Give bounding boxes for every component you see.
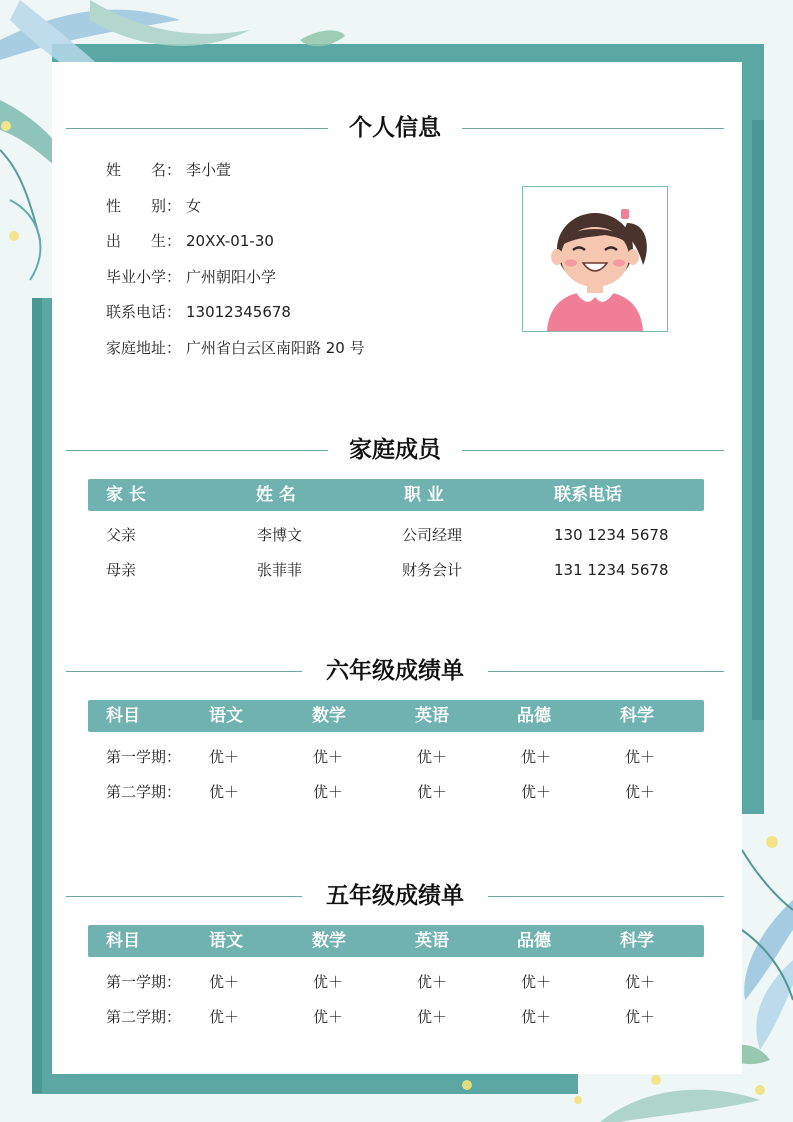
table-cell: 公司经理: [402, 526, 463, 544]
table-cell: 优＋: [417, 1008, 448, 1026]
column-header: 科目: [106, 706, 140, 726]
table-cell: 李博文: [257, 526, 303, 544]
table-cell: 优＋: [625, 1008, 656, 1026]
section-title-text: 六年级成绩单: [326, 658, 464, 684]
table-cell: 优＋: [625, 973, 656, 991]
table-cell: 财务会计: [402, 561, 463, 579]
info-label: 性 别：: [106, 197, 182, 215]
column-header: 联系电话: [554, 485, 622, 505]
family-table-header: [88, 479, 704, 511]
info-label: 毕业小学：: [106, 268, 182, 286]
table-cell: 优＋: [209, 748, 240, 766]
column-header: 英语: [415, 706, 449, 726]
section-grade6-title: [66, 656, 724, 686]
table-cell: 第一学期：: [106, 748, 182, 766]
table-cell: 优＋: [313, 783, 344, 801]
table-cell: 优＋: [625, 748, 656, 766]
info-value: 广州朝阳小学: [186, 268, 277, 286]
section-title-text: 家庭成员: [349, 437, 441, 463]
grade5-table-header: [88, 925, 704, 957]
column-header: 科学: [620, 931, 654, 951]
girl-avatar-icon: [523, 187, 667, 331]
table-cell: 优＋: [417, 973, 448, 991]
column-header: 科目: [106, 931, 140, 951]
info-value: 20XX-01-30: [186, 232, 274, 250]
table-cell: 130 1234 5678: [554, 526, 669, 544]
section-title-text: 五年级成绩单: [326, 883, 464, 909]
table-cell: 第二学期：: [106, 783, 182, 801]
table-cell: 第一学期：: [106, 973, 182, 991]
info-value: 李小萱: [186, 161, 232, 179]
column-header: 家 长: [106, 485, 146, 505]
table-cell: 第二学期：: [106, 1008, 182, 1026]
grade6-table-header: [88, 700, 704, 732]
table-cell: 父亲: [106, 526, 137, 544]
table-cell: 张菲菲: [257, 561, 303, 579]
info-label: 联系电话：: [106, 303, 182, 321]
table-cell: 优＋: [313, 748, 344, 766]
info-value: 女: [186, 197, 202, 215]
info-label: 出 生：: [106, 232, 182, 250]
table-cell: 优＋: [209, 783, 240, 801]
section-family-title: [66, 435, 724, 465]
section-personal-title: [66, 113, 724, 143]
info-value: 广州省白云区南阳路 20 号: [186, 339, 365, 357]
column-header: 数学: [312, 706, 346, 726]
column-header: 科学: [620, 706, 654, 726]
info-value: 13012345678: [186, 303, 291, 321]
table-cell: 优＋: [417, 748, 448, 766]
column-header: 职 业: [404, 485, 444, 505]
column-header: 数学: [312, 931, 346, 951]
column-header: 英语: [415, 931, 449, 951]
column-header: 语文: [209, 931, 243, 951]
column-header: 品德: [517, 931, 551, 951]
table-cell: 优＋: [209, 973, 240, 991]
table-cell: 优＋: [313, 973, 344, 991]
table-cell: 优＋: [313, 1008, 344, 1026]
table-cell: 131 1234 5678: [554, 561, 669, 579]
table-cell: 优＋: [521, 973, 552, 991]
section-title-text: 个人信息: [349, 115, 441, 141]
column-header: 语文: [209, 706, 243, 726]
table-cell: 优＋: [521, 1008, 552, 1026]
table-cell: 优＋: [521, 748, 552, 766]
profile-photo: [522, 186, 668, 332]
column-header: 姓 名: [256, 485, 296, 505]
info-label: 家庭地址：: [106, 339, 182, 357]
table-cell: 优＋: [521, 783, 552, 801]
table-cell: 优＋: [625, 783, 656, 801]
info-label: 姓 名：: [106, 161, 182, 179]
column-header: 品德: [517, 706, 551, 726]
table-cell: 优＋: [209, 1008, 240, 1026]
table-cell: 母亲: [106, 561, 137, 579]
table-cell: 优＋: [417, 783, 448, 801]
section-grade5-title: [66, 881, 724, 911]
